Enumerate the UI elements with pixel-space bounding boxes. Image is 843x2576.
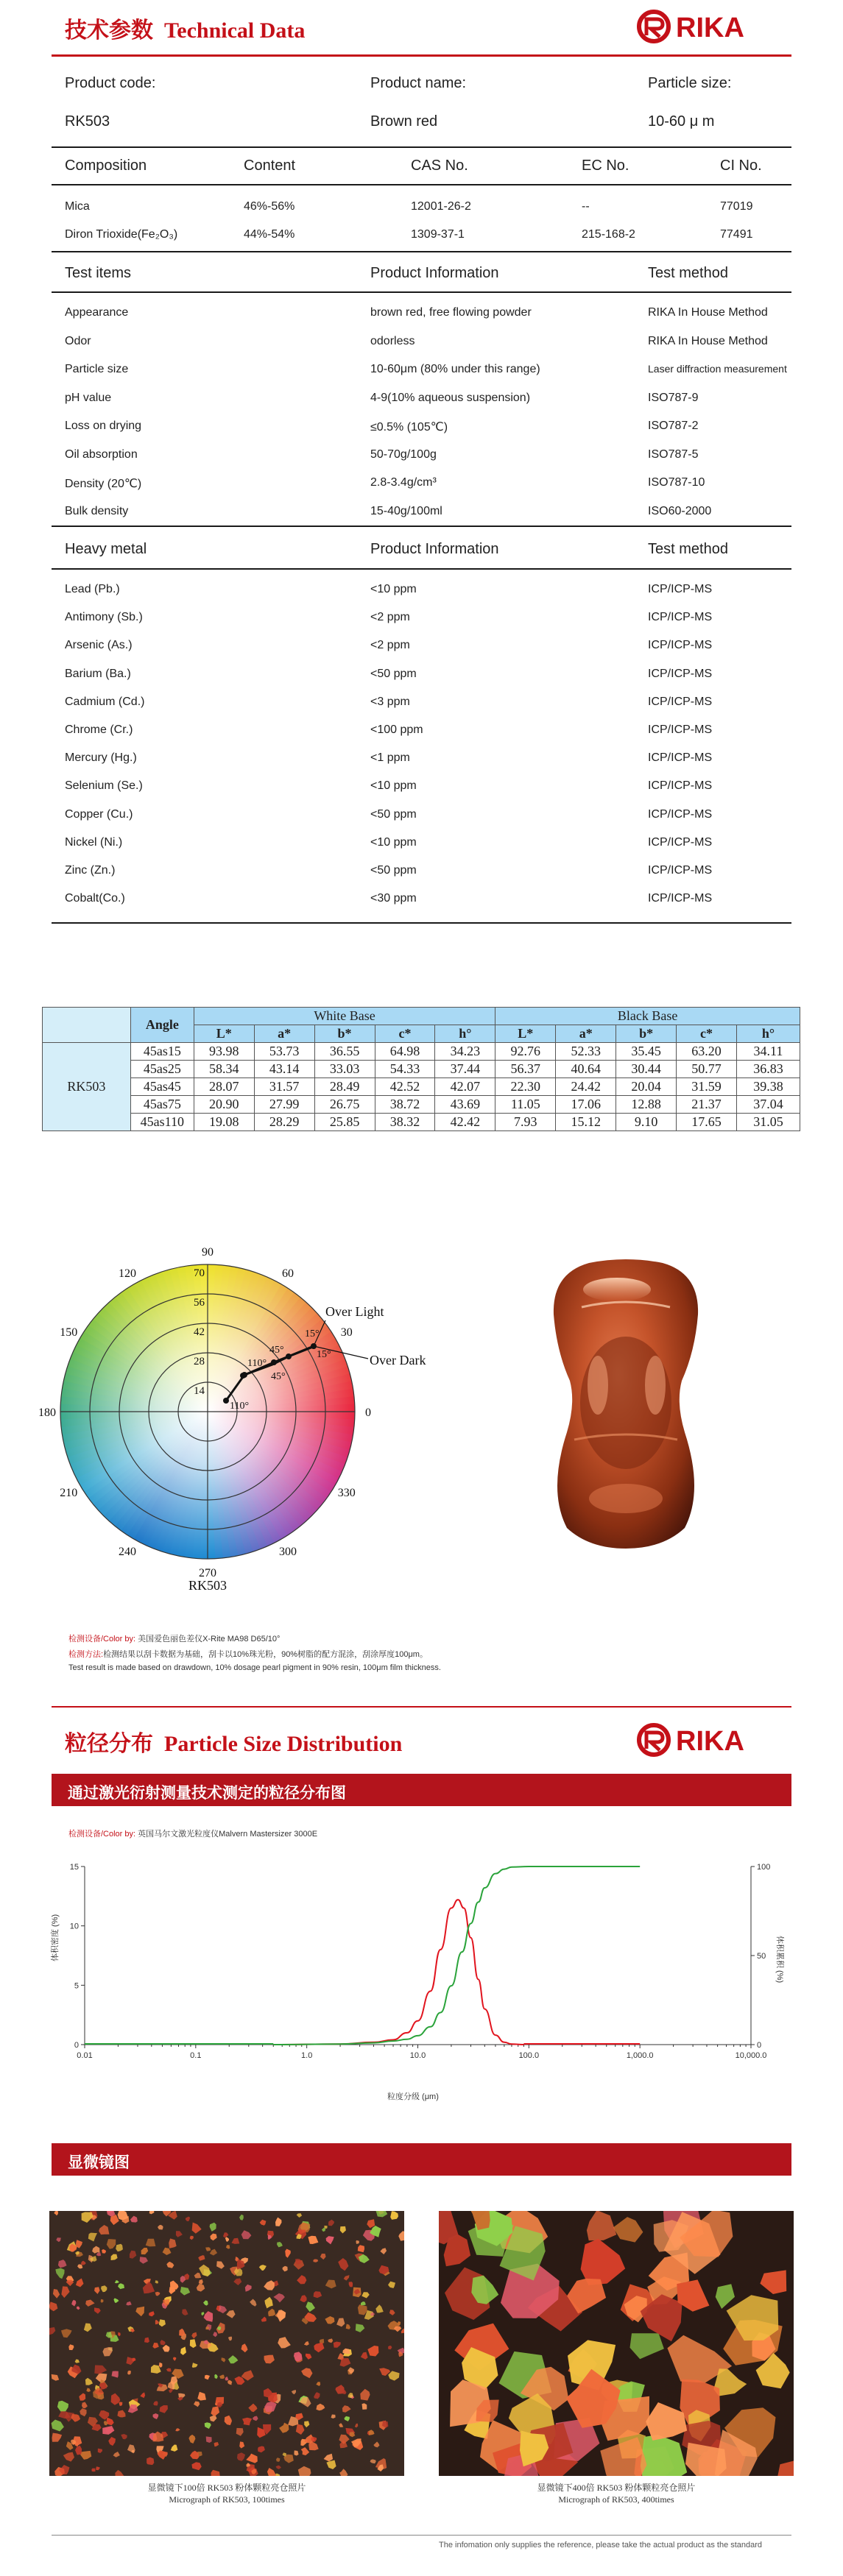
y2-tick-label: 100: [757, 1863, 771, 1872]
value-cell: 34.23: [435, 1043, 495, 1061]
psd-ylabel-left: 体积密度 (%): [51, 1914, 60, 1961]
value-cell: 42.07: [435, 1078, 495, 1096]
comp-cas: 1309-37-1: [411, 228, 465, 241]
radial-label: 28: [194, 1356, 205, 1367]
x-tick-label: 0.1: [190, 2051, 202, 2060]
test-item: Antimony (Sb.): [65, 611, 143, 624]
y-tick-label: 5: [74, 1981, 79, 1991]
point-label: 15°: [317, 1349, 331, 1360]
color-note-3: Test result is made based on drawdown, 10% dosage pearl pigment in 90% resin, 100μm film thickness.: [68, 1663, 441, 1672]
divider: [52, 184, 791, 185]
test-item: Selenium (Se.): [65, 779, 143, 793]
angle-label: 30: [340, 1326, 353, 1339]
radial-label: 42: [194, 1326, 205, 1338]
test-method: ISO787-9: [648, 391, 699, 404]
test-method: Laser diffraction measurement: [648, 363, 787, 375]
angle-label: 150: [60, 1326, 78, 1339]
value-cell: 42.42: [435, 1114, 495, 1131]
value-cell: 53.73: [254, 1043, 314, 1061]
value-cell: 52.33: [556, 1043, 616, 1061]
test-info: brown red, free flowing powder: [370, 306, 532, 319]
white-base-header: White Base: [194, 1008, 495, 1025]
test-method: ICP/ICP-MS: [648, 807, 713, 821]
table-row: [43, 1061, 800, 1078]
test-info: <3 ppm: [370, 695, 410, 708]
value-cell: 28.29: [254, 1114, 314, 1131]
test-method: ICP/ICP-MS: [648, 864, 713, 877]
test-item: Odor: [65, 334, 91, 347]
particle-size: 10-60 μ m: [648, 113, 715, 130]
comp-content: 44%-54%: [244, 228, 295, 241]
test-method: ICP/ICP-MS: [648, 639, 713, 652]
test-info: <2 ppm: [370, 639, 410, 652]
value-cell: 31.59: [677, 1078, 737, 1096]
test-method: ISO787-2: [648, 420, 699, 432]
black-base-header: Black Base: [495, 1008, 800, 1025]
value-cell: 24.42: [556, 1078, 616, 1096]
comp-header-ci: CI No.: [720, 158, 762, 174]
table-corner: [43, 1008, 131, 1043]
angle-cell: 45as15: [130, 1043, 194, 1061]
value-cell: 21.37: [677, 1096, 737, 1114]
rika-logo: [635, 6, 789, 47]
heavy-header-method: Test method: [648, 541, 728, 557]
radial-label: 14: [194, 1385, 205, 1397]
value-cell: 19.08: [194, 1114, 254, 1131]
divider: [52, 251, 791, 252]
angle-label: 270: [199, 1567, 216, 1579]
value-cell: 92.76: [495, 1043, 556, 1061]
test-info: <50 ppm: [370, 807, 417, 821]
value-cell: 43.69: [435, 1096, 495, 1114]
product-code-label: Product code:: [65, 75, 156, 91]
test-method: ICP/ICP-MS: [648, 751, 713, 765]
col-header: c*: [677, 1025, 737, 1043]
col-header: b*: [616, 1025, 677, 1043]
value-cell: 42.52: [375, 1078, 435, 1096]
col-header: c*: [375, 1025, 435, 1043]
flake: [206, 2436, 212, 2443]
value-cell: 50.77: [677, 1061, 737, 1078]
test-item: Oil absorption: [65, 447, 138, 461]
title-en: Technical Data: [164, 18, 306, 43]
x-tick-label: 10,000.0: [735, 2051, 767, 2060]
y-tick-label: 10: [69, 1922, 79, 1931]
test-info: 50-70g/100g: [370, 447, 437, 461]
test-info: <10 ppm: [370, 583, 417, 595]
test-info: 2.8-3.4g/cm³: [370, 476, 437, 489]
footer-disclaimer: The infomation only supplies the reference, please take the actual product as the standard: [439, 2541, 763, 2550]
point-label: 45°: [269, 1345, 284, 1356]
test-info: <100 ppm: [370, 723, 423, 736]
col-header: b*: [314, 1025, 375, 1043]
value-cell: 25.85: [314, 1114, 375, 1131]
psd-title: [65, 1725, 402, 1758]
angle-label: 300: [279, 1545, 297, 1558]
logo-text: RIKA: [676, 13, 744, 43]
value-cell: 27.99: [254, 1096, 314, 1114]
micrograph-caption-2: 显微镜下400倍 RK503 粉体颗粒亮仓照片 Micrograph of RK503, 400times: [537, 2483, 696, 2505]
test-item: Nickel (Ni.): [65, 835, 123, 849]
table-row: [43, 1078, 800, 1096]
comp-ci: 77491: [720, 228, 753, 241]
test-item: Appearance: [65, 306, 129, 319]
comp-content: 46%-56%: [244, 200, 295, 213]
psd-note: 检测设备/Color by: 英国马尔文激光粒度仪Malvern Mastersizer 3000E: [68, 1830, 318, 1839]
test-method: ICP/ICP-MS: [648, 892, 713, 905]
micrograph-caption-1: 显微镜下100倍 RK503 粉体颗粒亮仓照片 Micrograph of RK503, 100times: [147, 2483, 306, 2505]
test-item: Chrome (Cr.): [65, 723, 133, 736]
test-info: <50 ppm: [370, 667, 417, 680]
angle-label: 120: [119, 1267, 136, 1281]
value-cell: 34.11: [736, 1043, 800, 1061]
test-method: RIKA In House Method: [648, 334, 768, 347]
test-info: <10 ppm: [370, 835, 417, 849]
angle-cell: 45as45: [130, 1078, 194, 1096]
test-item: Loss on drying: [65, 420, 142, 432]
test-item: Copper (Cu.): [65, 807, 133, 821]
psd-banner: 通过激光衍射测量技术测定的粒径分布图: [52, 1774, 791, 1806]
radial-label: 56: [194, 1297, 205, 1309]
x-tick-label: 100.0: [518, 2051, 540, 2060]
test-header-items: Test items: [65, 265, 132, 281]
flake: [91, 2469, 95, 2472]
test-item: Bulk density: [65, 504, 129, 517]
col-header: L*: [495, 1025, 556, 1043]
y-tick-label: 15: [69, 1863, 79, 1872]
density-curve: [273, 1900, 523, 2045]
logo-text: RIKA: [676, 1726, 744, 1757]
test-method: RIKA In House Method: [648, 306, 768, 319]
value-cell: 20.90: [194, 1096, 254, 1114]
test-item: Particle size: [65, 363, 129, 375]
test-info: 10-60μm (80% under this range): [370, 363, 540, 375]
value-cell: 15.12: [556, 1114, 616, 1131]
angle-cell: 45as25: [130, 1061, 194, 1078]
value-cell: 22.30: [495, 1078, 556, 1096]
y2-tick-label: 50: [757, 1952, 766, 1961]
value-cell: 36.83: [736, 1061, 800, 1078]
divider: [52, 291, 791, 293]
value-cell: 43.14: [254, 1061, 314, 1078]
value-cell: 64.98: [375, 1043, 435, 1061]
psd-chart: [44, 1855, 795, 2105]
psd-title-en: Particle Size Distribution: [164, 1732, 403, 1756]
value-cell: 54.33: [375, 1061, 435, 1078]
angle-label: 180: [38, 1406, 56, 1419]
comp-ci: 77019: [720, 200, 753, 213]
comp-header-composition: Composition: [65, 158, 147, 174]
particle-size-label: Particle size:: [648, 75, 732, 91]
point-label: 110°: [247, 1358, 267, 1369]
y2-tick-label: 0: [757, 2041, 762, 2050]
value-cell: 38.32: [375, 1114, 435, 1131]
test-info: <30 ppm: [370, 892, 417, 905]
page-title: [65, 12, 305, 44]
value-cell: 28.07: [194, 1078, 254, 1096]
test-method: ISO787-10: [648, 476, 705, 489]
comp-name: Diron Trioxide(Fe₂O₃): [65, 228, 178, 241]
value-cell: 33.03: [314, 1061, 375, 1078]
product-cell: RK503: [43, 1043, 131, 1131]
table-row: [43, 1096, 800, 1114]
test-method: ICP/ICP-MS: [648, 695, 713, 708]
value-cell: 40.64: [556, 1061, 616, 1078]
angle-header: Angle: [130, 1008, 194, 1043]
divider: [52, 922, 791, 924]
color-note-1: 检测设备/Color by: 美国爱色丽色差仪X-Rite MA98 D65/10°: [68, 1635, 281, 1643]
test-item: Zinc (Zn.): [65, 864, 116, 877]
x-tick-label: 10.0: [409, 2051, 426, 2060]
test-info: 15-40g/100ml: [370, 504, 442, 517]
col-header: L*: [194, 1025, 254, 1043]
title-cn: 技术参数: [65, 18, 153, 43]
header-rule: [52, 54, 791, 57]
micrograph-400x: [439, 2211, 794, 2476]
test-info: ≤0.5% (105℃): [370, 421, 448, 434]
section-rule: [52, 1706, 791, 1708]
test-method: ICP/ICP-MS: [648, 723, 713, 736]
test-info: odorless: [370, 334, 415, 347]
point-label: 45°: [271, 1371, 286, 1382]
angle-cell: 45as75: [130, 1096, 194, 1114]
test-info: <10 ppm: [370, 779, 417, 793]
test-item: Mercury (Hg.): [65, 751, 137, 765]
test-item: Barium (Ba.): [65, 667, 131, 680]
color-data-table: [42, 1007, 800, 1131]
value-cell: 58.34: [194, 1061, 254, 1078]
value-cell: 36.55: [314, 1043, 375, 1061]
value-cell: 7.93: [495, 1114, 556, 1131]
x-tick-label: 1.0: [301, 2051, 313, 2060]
angle-label: 210: [60, 1487, 78, 1499]
divider: [52, 568, 791, 570]
value-cell: 28.49: [314, 1078, 375, 1096]
y-tick-label: 0: [74, 2041, 79, 2050]
psd-xlabel: 粒度分级 (μm): [387, 2092, 439, 2101]
value-cell: 93.98: [194, 1043, 254, 1061]
test-info: 4-9(10% aqueous suspension): [370, 391, 531, 404]
heavy-header-metal: Heavy metal: [65, 541, 147, 557]
polar-product-label: RK503: [188, 1578, 227, 1593]
psd-title-cn: 粒径分布: [65, 1732, 153, 1756]
angle-label: 330: [337, 1487, 356, 1499]
test-item: Density (20℃): [65, 478, 142, 490]
angle-label: 90: [202, 1246, 214, 1259]
point-label: 15°: [305, 1328, 320, 1340]
divider: [52, 526, 791, 527]
test-item: Cadmium (Cd.): [65, 695, 145, 708]
col-header: a*: [556, 1025, 616, 1043]
color-sample-panel: [537, 1256, 714, 1550]
color-note-2: 检测方法:检测结果以刮卡数据为基础，刮卡以10%珠光粉，90%树脂的配方混涂，刮涂厚度100μm。: [68, 1650, 428, 1659]
value-cell: 37.04: [736, 1096, 800, 1114]
polar-color-chart: [22, 1244, 434, 1597]
test-info: <1 ppm: [370, 751, 410, 765]
comp-ec: --: [582, 200, 590, 213]
product-name: Brown red: [370, 113, 438, 130]
value-cell: 38.72: [375, 1096, 435, 1114]
footer-rule: [52, 2535, 791, 2536]
value-cell: 31.05: [736, 1114, 800, 1131]
test-info: <2 ppm: [370, 611, 410, 624]
angle-label: 60: [282, 1267, 294, 1281]
heavy-header-info: Product Information: [370, 541, 499, 557]
col-header: a*: [254, 1025, 314, 1043]
table-row: [43, 1043, 800, 1061]
value-cell: 31.57: [254, 1078, 314, 1096]
value-cell: 20.04: [616, 1078, 677, 1096]
test-method: ICP/ICP-MS: [648, 583, 713, 595]
col-header: h°: [736, 1025, 800, 1043]
table-row: [43, 1114, 800, 1131]
comp-header-content: Content: [244, 158, 296, 174]
test-item: Arsenic (As.): [65, 639, 133, 652]
test-method: ISO787-5: [648, 447, 699, 461]
angle-label: 240: [119, 1545, 136, 1558]
psd-ylabel-right: 体积累积 (%): [775, 1936, 784, 1984]
value-cell: 9.10: [616, 1114, 677, 1131]
value-cell: 39.38: [736, 1078, 800, 1096]
value-cell: 63.20: [677, 1043, 737, 1061]
test-method: ISO60-2000: [648, 504, 712, 517]
point-label: 110°: [230, 1401, 250, 1412]
value-cell: 11.05: [495, 1096, 556, 1114]
comp-header-ec: EC No.: [582, 158, 629, 174]
over-dark-label: Over Dark: [370, 1353, 426, 1367]
x-tick-label: 0.01: [77, 2051, 93, 2060]
test-method: ICP/ICP-MS: [648, 667, 713, 680]
value-cell: 17.06: [556, 1096, 616, 1114]
product-code: RK503: [65, 113, 110, 130]
test-item: pH value: [65, 391, 112, 404]
over-light-label: Over Light: [325, 1304, 384, 1319]
divider: [52, 146, 791, 148]
test-item: Cobalt(Co.): [65, 892, 125, 905]
col-header: h°: [435, 1025, 495, 1043]
angle-label: 0: [365, 1406, 371, 1419]
value-cell: 26.75: [314, 1096, 375, 1114]
test-method: ICP/ICP-MS: [648, 779, 713, 793]
cumulative-curve: [273, 1866, 640, 2045]
comp-ec: 215-168-2: [582, 228, 635, 241]
test-method: ICP/ICP-MS: [648, 835, 713, 849]
test-item: Lead (Pb.): [65, 583, 120, 595]
rika-logo: [635, 1719, 789, 1761]
test-header-info: Product Information: [370, 265, 499, 281]
micrograph-100x: [49, 2211, 404, 2476]
angle-cell: 45as110: [130, 1114, 194, 1131]
value-cell: 12.88: [616, 1096, 677, 1114]
value-cell: 30.44: [616, 1061, 677, 1078]
value-cell: 37.44: [435, 1061, 495, 1078]
value-cell: 17.65: [677, 1114, 737, 1131]
microscope-banner: 显微镜图: [52, 2143, 791, 2176]
comp-cas: 12001-26-2: [411, 200, 471, 213]
value-cell: 35.45: [616, 1043, 677, 1061]
test-method: ICP/ICP-MS: [648, 611, 713, 624]
value-cell: 56.37: [495, 1061, 556, 1078]
product-name-label: Product name:: [370, 75, 467, 91]
test-info: <50 ppm: [370, 864, 417, 877]
comp-name: Mica: [65, 200, 90, 213]
test-header-method: Test method: [648, 265, 728, 281]
radial-label: 70: [194, 1267, 205, 1279]
comp-header-cas: CAS No.: [411, 158, 468, 174]
x-tick-label: 1,000.0: [626, 2051, 654, 2060]
